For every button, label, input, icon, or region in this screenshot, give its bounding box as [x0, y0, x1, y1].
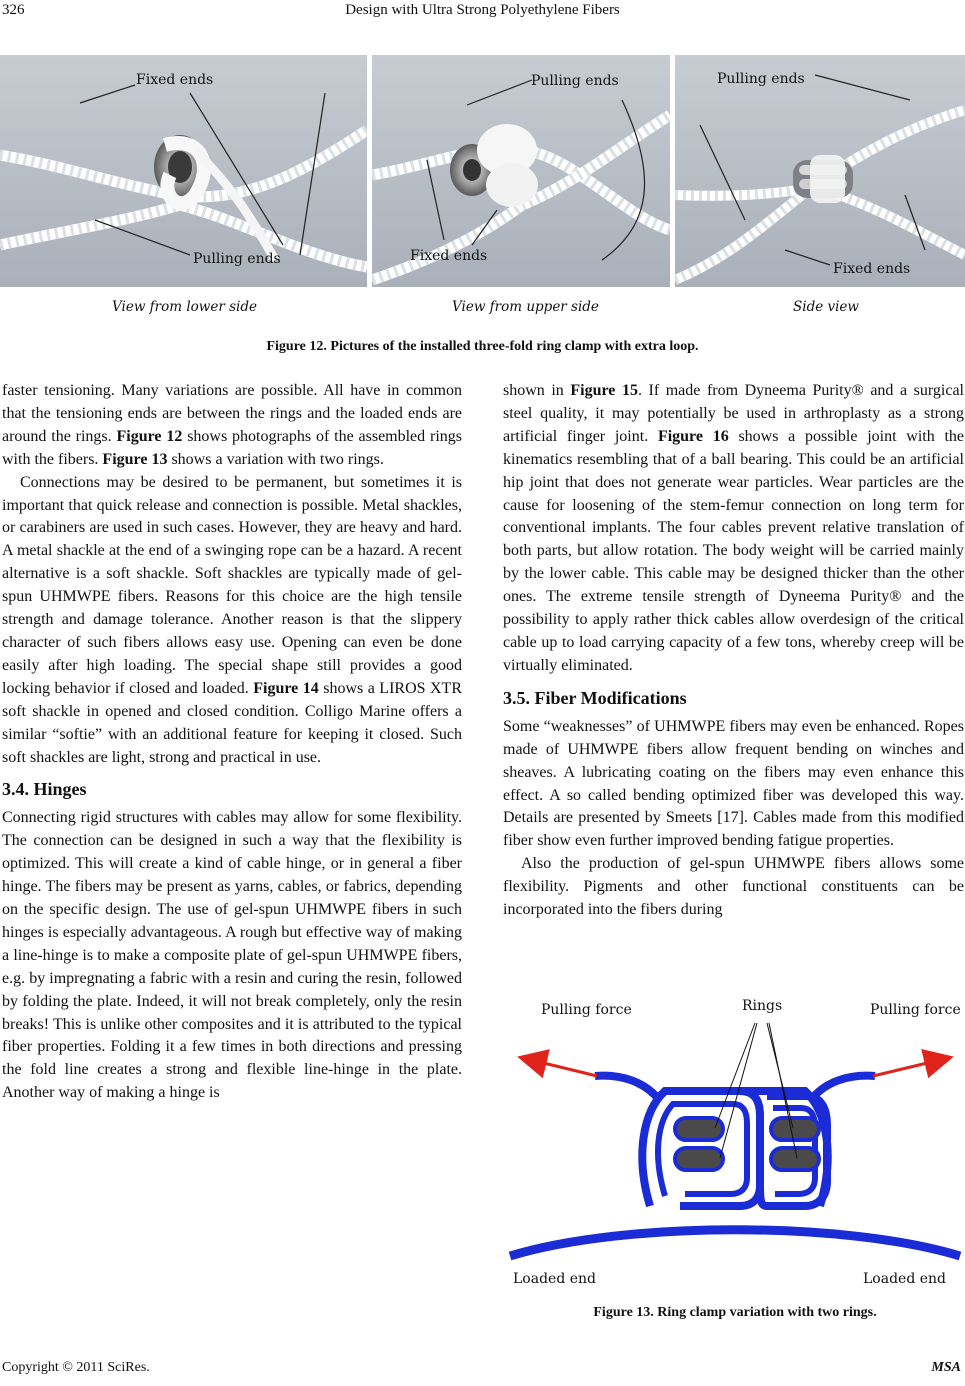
journal-abbrev: MSA — [931, 1360, 961, 1375]
subcaption-lower-side: View from lower side — [112, 299, 257, 315]
page-number: 326 — [2, 2, 25, 18]
label-pulling-force-right: Pulling force — [870, 1002, 961, 1018]
figure-12-caption: Figure 12. Pictures of the installed three-fold ring clamp with extra loop. — [266, 339, 699, 354]
label-loaded-end-right: Loaded end — [863, 1271, 946, 1287]
figure-ref[interactable]: Figure 16 — [657, 427, 729, 445]
figure-ref[interactable]: Figure 15 — [570, 382, 638, 399]
label-loaded-end-left: Loaded end — [513, 1271, 596, 1287]
section-heading-fiber-modifications: 3.5. Fiber Modifications — [503, 687, 687, 708]
label-pulling-ends: Pulling ends — [193, 251, 281, 267]
figure-12 — [0, 55, 965, 315]
figure-ref[interactable]: Figure 14 — [253, 679, 319, 697]
page-header — [0, 2, 965, 26]
photo-lower-side — [0, 55, 367, 287]
photo-side-view — [675, 55, 965, 287]
section-heading-hinges: 3.4. Hinges — [2, 779, 87, 800]
subcaption-upper-side: View from upper side — [452, 299, 599, 315]
figure-ref[interactable]: Figure 13 — [102, 450, 168, 468]
label-pulling-force-left: Pulling force — [541, 1002, 632, 1018]
label-fixed-ends: Fixed ends — [833, 261, 911, 277]
paragraph: Connections may be desired to be permanent, but sometimes it is important that quick release and connection is possible. Metal shackles, or carabiners are used in such cases. However, they are heavy and hard. A metal shackle at the end of a swinging rope can be a hazard. A recent alternative is a soft shackle. Soft shackles are typically made of gel-spun UHMWPE fibers. Reasons for this choice are the high tensile strength and damage tolerance. Another reason is that the slippery character of such fibers allows easy use. Opening can even be done easily after high loading. The special shape still provides a good locking behavior if closed and loaded. Figure 14 shows a LIROS XTR soft shackle in opened and closed condition. Colligo Marine offers a similar “softie” with an additional feature for keeping it closed. Such soft shackles are light, strong and practical in use. — [2, 473, 462, 766]
paragraph: shown in Figure 15. If made from Dyneema Purity® and a surgical steel quality, it may potentially be used in arthroplasty as a strong artificial finger joint. Figure 16 shows a possible joint with the kinematics resembling that of a ball bearing. This could be an artificial hip joint that does not generate wear particles. Wear particles are the cause for loosening of the stem-femur connection on long term for conventional implants. The four cables prevent relative translation of both parts, but allow rotation. The body weight will be carried mainly by the lower cable. This cable may be designed thicker than the other ones. The extreme tensile strength of Dyneema Purity® and the possibility to apply rather thick cables allow overdesign of the critical cable up to load carrying capacity of a few tons, whereby creep will be virtually eliminated. — [503, 382, 964, 674]
figure-13-caption: Figure 13. Ring clamp variation with two rings. — [593, 1305, 877, 1320]
paragraph: Also the production of gel-spun UHMWPE fibers allows some flexibility. Pigments and other functional constituents can be incorporated into the fibers during — [503, 855, 964, 919]
figure-13 — [505, 826, 965, 1296]
page-footer — [0, 1360, 965, 1382]
label-pulling-ends: Pulling ends — [717, 71, 805, 87]
paragraph: Some “weaknesses” of UHMWPE fibers may even be enhanced. Ropes made of UHMWPE fibers allow frequent bending on winches and sheaves. A lubricating coating on the fibers may even enhance this effect. A so called bending optimized fiber was developed this way. Details are presented by Smeets [17]. Cables made from this modified fiber show even further improved bending fatigue properties. — [503, 717, 964, 850]
left-column — [2, 380, 462, 1105]
figure-ref[interactable]: Figure 12 — [116, 427, 183, 445]
label-pulling-ends: Pulling ends — [531, 73, 619, 89]
running-title: Design with Ultra Strong Polyethylene Fibers — [345, 2, 620, 18]
label-rings: Rings — [742, 998, 783, 1014]
paragraph: Connecting rigid structures with cables may allow for some flexibility. The connection can be designed in such a way that the flexibility is optimized. This will create a kind of cable hinge, or in general a fiber hinge. The fibers may be present as yarns, cables, or fabrics, depending on the specific design. The use of gel-spun UHMWPE fibers in such hinges is especially advantageous. A rough but effective way of making a line-hinge is to make a composite plate of gel-spun UHMWPE fibers, e.g. by impregnating a fabric with a resin and curing the resin, followed by folding the plate. Indeed, it will not break completely, only the resin breaks! This is unlike other composites and it is attributed to the typical fiber properties. Folding it a few times in both directions and pressing the fold line creates a strong and flexible line-hinge in the plate. Another way of making a hinge is — [2, 809, 462, 1102]
subcaption-side-view: Side view — [793, 299, 859, 315]
paragraph: faster tensioning. Many variations are possible. All have in common that the tensioning ends are between the rings and the loaded ends are around the rings. Figure 12 shows photographs of the assembled rings with the fibers. Figure 13 shows a variation with two rings. — [2, 382, 462, 468]
copyright: Copyright © 2011 SciRes. — [2, 1360, 150, 1375]
label-fixed-ends: Fixed ends — [410, 248, 488, 264]
photo-upper-side — [372, 55, 670, 287]
label-fixed-ends: Fixed ends — [136, 72, 214, 88]
